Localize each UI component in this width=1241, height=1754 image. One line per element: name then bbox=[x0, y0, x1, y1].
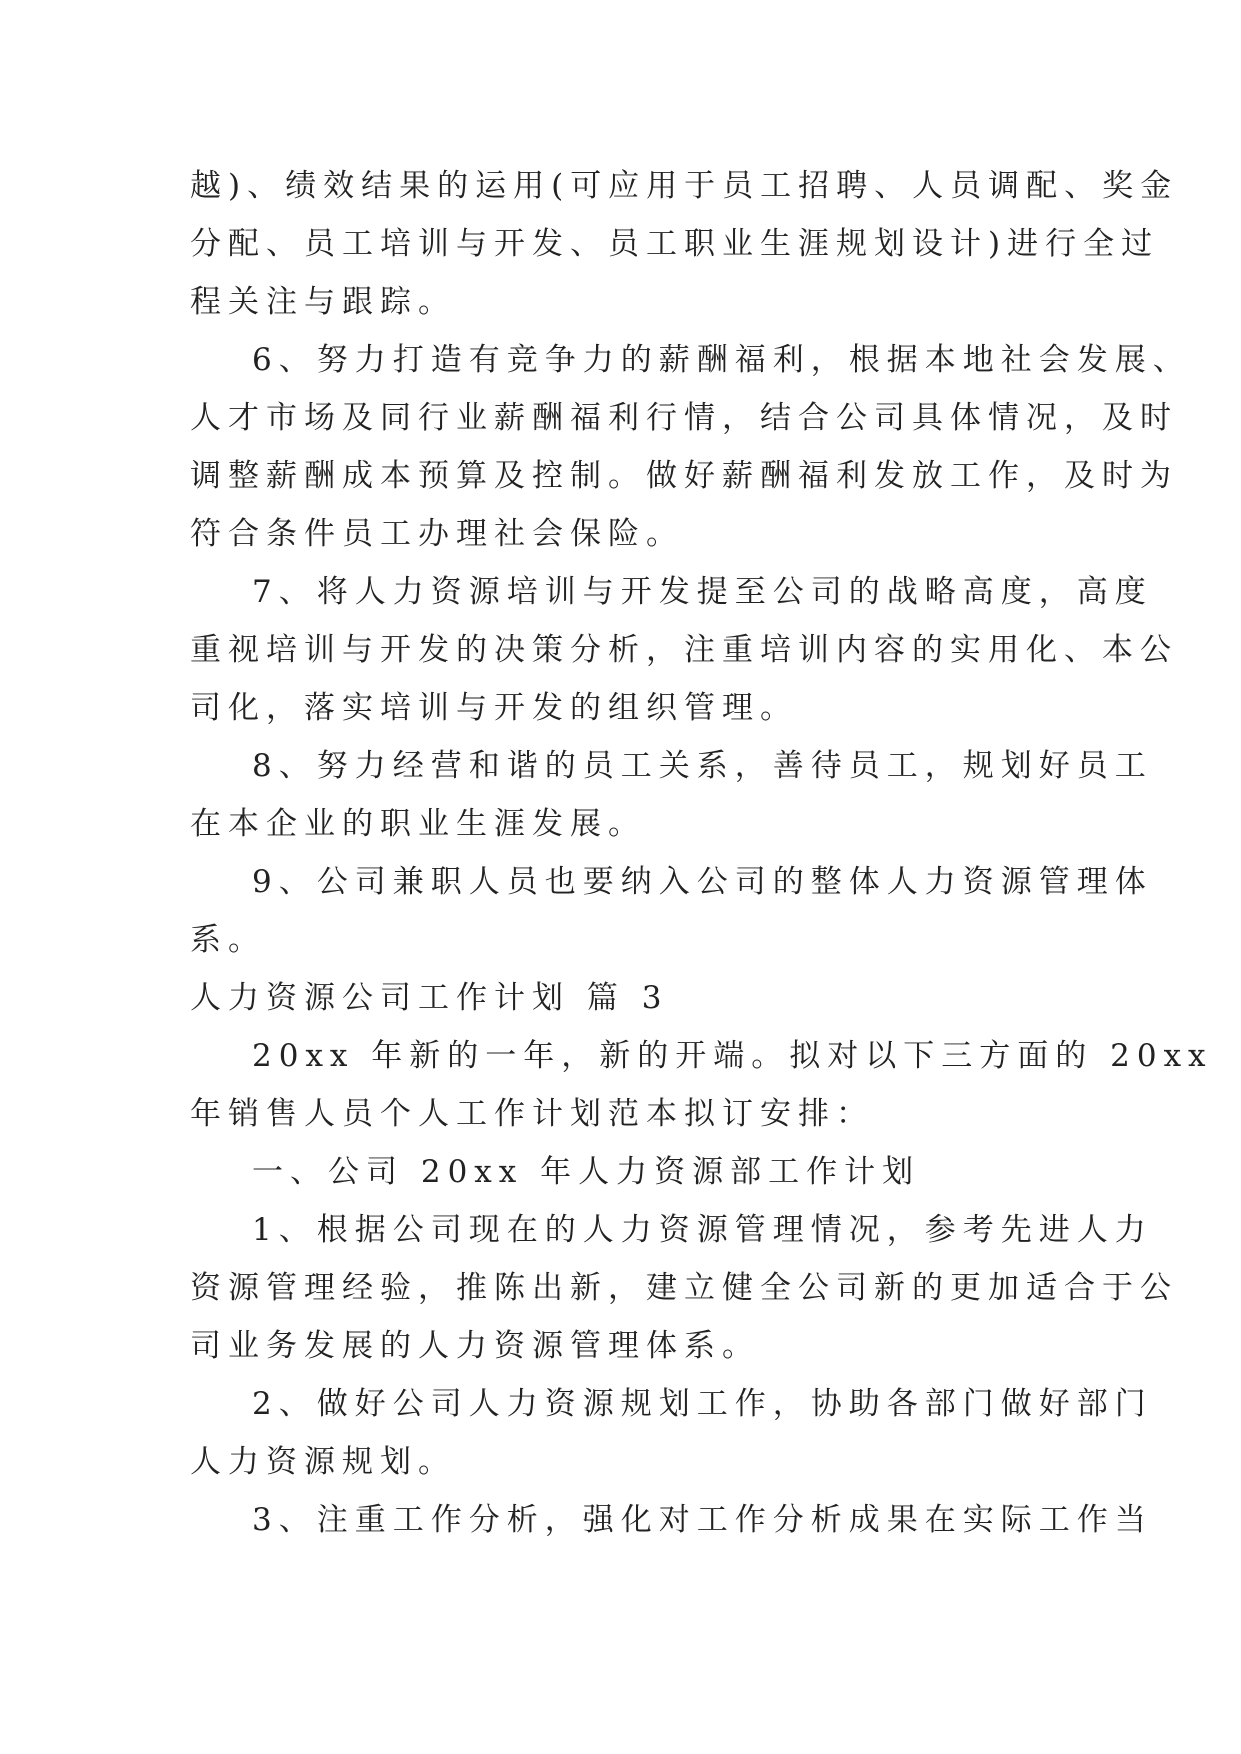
paragraph-9-start: 9、公司兼职人员也要纳入公司的整体人力资源管理体 bbox=[252, 864, 1153, 900]
text-line: 在本企业的职业生涯发展。 bbox=[190, 806, 646, 842]
paragraph-2-start: 2、做好公司人力资源规划工作，协助各部门做好部门 bbox=[252, 1386, 1153, 1422]
paragraph-7-start: 7、将人力资源培训与开发提至公司的战略高度，高度 bbox=[252, 574, 1153, 610]
paragraph-8-start: 8、努力经营和谐的员工关系，善待员工，规划好员工 bbox=[252, 748, 1153, 784]
section-heading: 人力资源公司工作计划 篇 3 bbox=[190, 980, 669, 1016]
intro-paragraph-start: 20xx 年新的一年，新的开端。拟对以下三方面的 20xx bbox=[252, 1038, 1213, 1074]
text-line: 资源管理经验，推陈出新，建立健全公司新的更加适合于公 bbox=[190, 1270, 1178, 1306]
paragraph-3-start: 3、注重工作分析，强化对工作分析成果在实际工作当 bbox=[252, 1502, 1153, 1538]
text-line: 程关注与跟踪。 bbox=[190, 284, 456, 320]
paragraph-1-start: 1、根据公司现在的人力资源管理情况，参考先进人力 bbox=[252, 1212, 1153, 1248]
text-line: 分配、员工培训与开发、员工职业生涯规划设计)进行全过 bbox=[190, 226, 1160, 262]
text-line: 司业务发展的人力资源管理体系。 bbox=[190, 1328, 760, 1364]
text-line: 司化，落实培训与开发的组织管理。 bbox=[190, 690, 798, 726]
text-line: 人才市场及同行业薪酬福利行情，结合公司具体情况，及时 bbox=[190, 400, 1178, 436]
text-line: 系。 bbox=[190, 922, 266, 958]
text-line: 越)、绩效结果的运用(可应用于员工招聘、人员调配、奖金 bbox=[190, 168, 1179, 204]
text-line: 重视培训与开发的决策分析，注重培训内容的实用化、本公 bbox=[190, 632, 1178, 668]
subsection-heading: 一、公司 20xx 年人力资源部工作计划 bbox=[252, 1154, 921, 1190]
paragraph-6-start: 6、努力打造有竞争力的薪酬福利，根据本地社会发展、 bbox=[252, 342, 1191, 378]
text-line: 符合条件员工办理社会保险。 bbox=[190, 516, 684, 552]
text-line: 人力资源规划。 bbox=[190, 1444, 456, 1480]
text-line: 调整薪酬成本预算及控制。做好薪酬福利发放工作，及时为 bbox=[190, 458, 1178, 494]
document-body bbox=[190, 157, 1213, 1549]
text-line: 年销售人员个人工作计划范本拟订安排： bbox=[190, 1096, 874, 1132]
